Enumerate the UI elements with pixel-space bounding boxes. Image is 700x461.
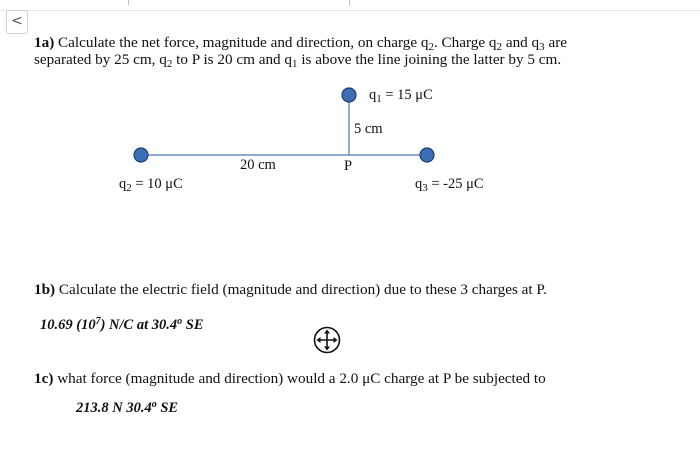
- q2-label: $q_2 = 10$ μC: [119, 176, 183, 194]
- problem-1a-line2: separated by 25 cm, $q_2$ to P is 20 cm and $q_1$ is above the line joining the latter by 5 cm.: [34, 51, 562, 70]
- problem-1a-label: 1a): [34, 34, 55, 51]
- problem-1c-answer: 213.8 N 30.4$^o$ SE: [76, 399, 179, 416]
- problem-1c-text: 1c) what force (magnitude and direction) would a 2.0 μC charge at P be subjected to: [34, 370, 546, 387]
- problem-1c-label: 1c): [34, 370, 54, 387]
- problem-1b-label: 1b): [34, 281, 56, 298]
- problem-1b-text: 1b) Calculate the electric field (magnitude and direction) due to these 3 charges at P.: [34, 281, 547, 298]
- point-p-label: P: [344, 158, 353, 174]
- distance-q2-p-label: 20 cm: [240, 157, 276, 173]
- charge-q3: [420, 148, 434, 162]
- problem-1a-line1: 1a) Calculate the net force, magnitude and direction, on charge $q_2$. Charge $q_2$ and $q_3$ are: [34, 34, 567, 53]
- problem-1b-answer: 10.69 $(10^7)$ N/C at 30.4$^o$ SE: [40, 316, 204, 333]
- move-handle[interactable]: [313, 326, 341, 354]
- move-arrows-icon: [313, 326, 341, 354]
- q3-label: $q_3 = -25$ μC: [415, 176, 484, 194]
- charge-q2: [134, 148, 148, 162]
- charge-q1: [342, 88, 356, 102]
- chevron-left-icon: <: [11, 13, 23, 29]
- q1-label: $q_1 = 15$ μC: [369, 87, 433, 105]
- distance-q1-p-label: 5 cm: [354, 121, 383, 137]
